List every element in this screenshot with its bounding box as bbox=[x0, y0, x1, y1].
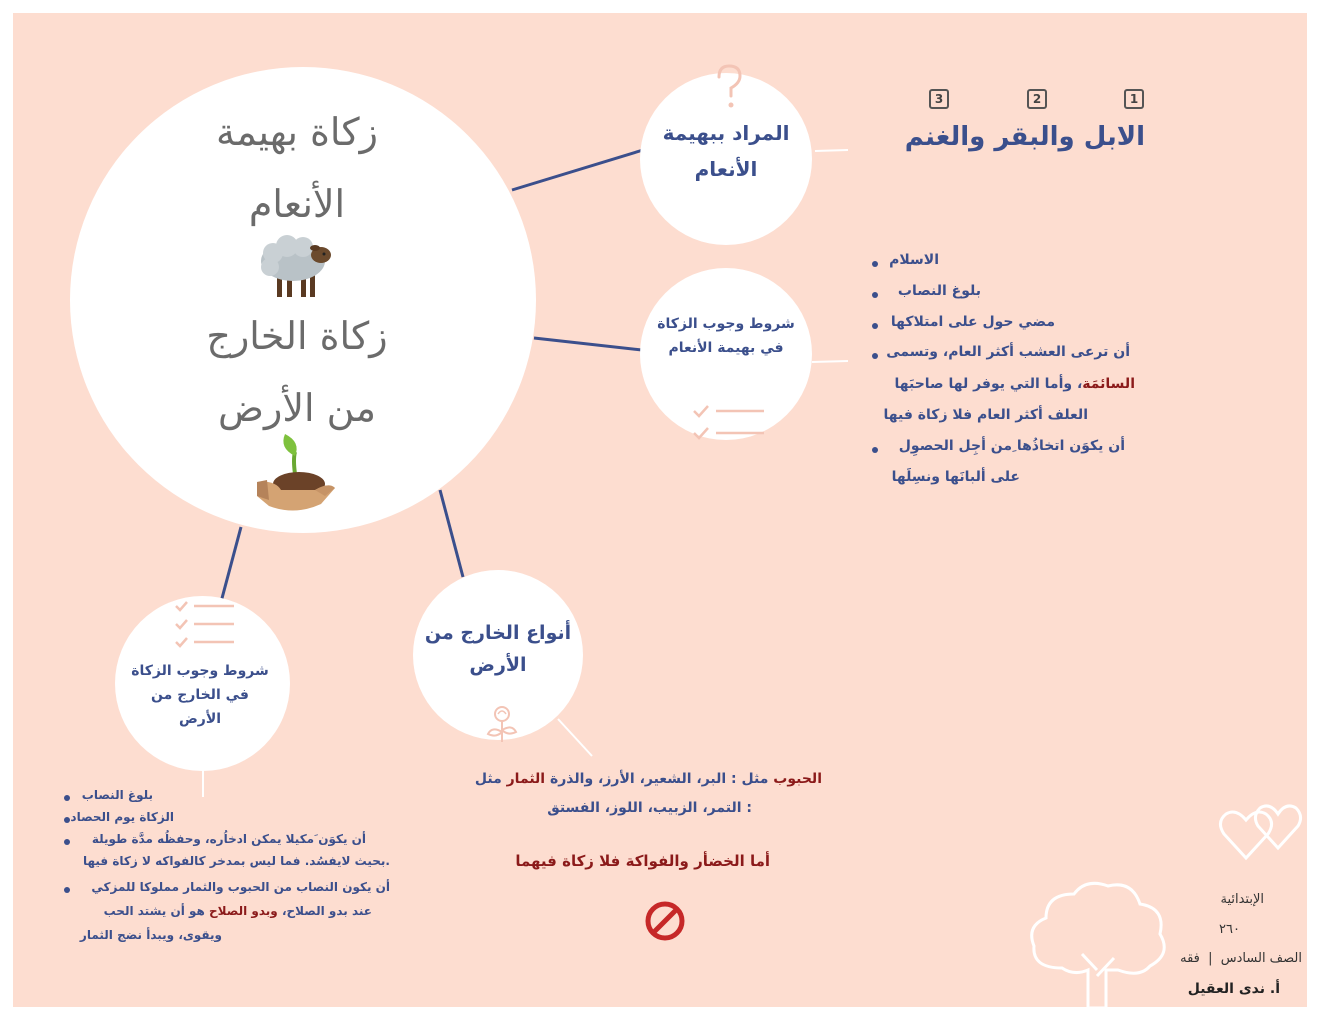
hearts-icon bbox=[1218, 796, 1308, 864]
footer-teacher: أ. ندى العقيل bbox=[1187, 981, 1280, 997]
bullets-crops bbox=[60, 790, 74, 900]
conditions-crops-label-line3: الأرض bbox=[178, 711, 222, 727]
grains-label: الحبوب bbox=[773, 771, 822, 787]
meaning-label: المراد ببهيمة الأنعام bbox=[662, 121, 790, 181]
list-item: ويقوى، ويبدأ نضج الثمار bbox=[79, 928, 222, 942]
list-item: عند بدو الصلاح، وبدو الصلاح هو أن يشتد الحب bbox=[103, 904, 372, 918]
list-item: السائمَة، وأما التي يوفر لها صاحبَها bbox=[894, 376, 1135, 392]
title-livestock-line2: الأنعام bbox=[248, 182, 346, 226]
conditions-crops-label-line1: شروط وجوب الزكاة bbox=[131, 663, 269, 679]
footer-level: الإبتدائية bbox=[1220, 892, 1264, 907]
connector-answer bbox=[815, 150, 848, 151]
grains-line bbox=[470, 771, 822, 787]
connector-conditions-crops bbox=[221, 527, 241, 602]
footer-class-subject: الصف السادس | فقه bbox=[1180, 951, 1302, 966]
title-crops-line1: زكاة الخارج bbox=[206, 314, 388, 358]
fruits-label: الثمار bbox=[506, 771, 546, 787]
title-crops-line2: من الأرض bbox=[218, 386, 376, 430]
fruits-text: مثل bbox=[474, 771, 502, 787]
bullets-livestock bbox=[868, 255, 882, 465]
connector-list-livestock bbox=[812, 361, 848, 362]
list-item: أن ترعى العشب أكثر العام، وتسمى bbox=[886, 344, 1130, 360]
list-item: مضي حول على امتلاكها bbox=[890, 314, 1055, 330]
plant-hands-icon bbox=[255, 434, 337, 516]
list-item: بلوغ النصاب bbox=[897, 283, 981, 299]
grains-text: مثل : البر، الشعير، الأرز، والذرة bbox=[549, 771, 769, 787]
types-exception: أما الخضأر والفواكة فلا زكاة فيهما bbox=[515, 852, 770, 870]
meaning-answer: الابل والبقر والغنم bbox=[904, 122, 1145, 152]
conditions-livestock-label: شروط وجوب الزكاة في بهيمة الأنعام bbox=[657, 316, 795, 356]
checklist-icon bbox=[174, 600, 236, 656]
connector-types bbox=[440, 490, 463, 577]
list-item: على ألبانَها ونسِلَها bbox=[891, 469, 1020, 485]
list-item: .بحيث لايفسُد. فما ليس بمدخر كالفواكه لا زكاة فيها bbox=[82, 854, 390, 868]
connector-list-types bbox=[558, 719, 592, 756]
number-box-2: 2 bbox=[1027, 89, 1047, 109]
number-box-1: 1 bbox=[1124, 89, 1144, 109]
sheep-icon bbox=[255, 233, 335, 301]
types-label: أنواع الخارج من الأرض bbox=[424, 622, 572, 676]
footer-code: ٢٦٠ bbox=[1219, 922, 1240, 937]
no-entry-icon bbox=[644, 900, 686, 942]
conditions-crops-label-line2: في الخارج من bbox=[151, 687, 249, 703]
number-box-3: 3 bbox=[929, 89, 949, 109]
title-livestock-line1: زكاة بهيمة bbox=[216, 110, 378, 154]
list-item: العلف أكثر العام فلا زكاة فيها bbox=[883, 407, 1088, 423]
connector-meaning bbox=[512, 150, 643, 190]
list-item: الزكاة يوم الحصاد bbox=[70, 810, 174, 824]
list-item: أن يكوَن َمكيلا يمكن ادخاُره، وحفظُه مدَّة طويلة bbox=[91, 832, 366, 846]
list-item: أن يكوَن اتخاذُها ِمن أجِل الحصوِل bbox=[898, 438, 1125, 454]
list-item: بلوغ النصاب bbox=[81, 788, 153, 802]
rose-icon bbox=[484, 704, 520, 744]
list-item: أن يكون النصاب من الحبوب والثمار مملوكا للمزكي bbox=[91, 880, 390, 894]
checklist-icon bbox=[692, 403, 768, 443]
connector-conditions-livestock bbox=[534, 338, 642, 350]
fruits-list: : التمر، الزبيب، اللوز، الفستق bbox=[547, 800, 752, 816]
question-mark-icon bbox=[713, 63, 745, 111]
list-item: الاسلام bbox=[889, 252, 939, 268]
